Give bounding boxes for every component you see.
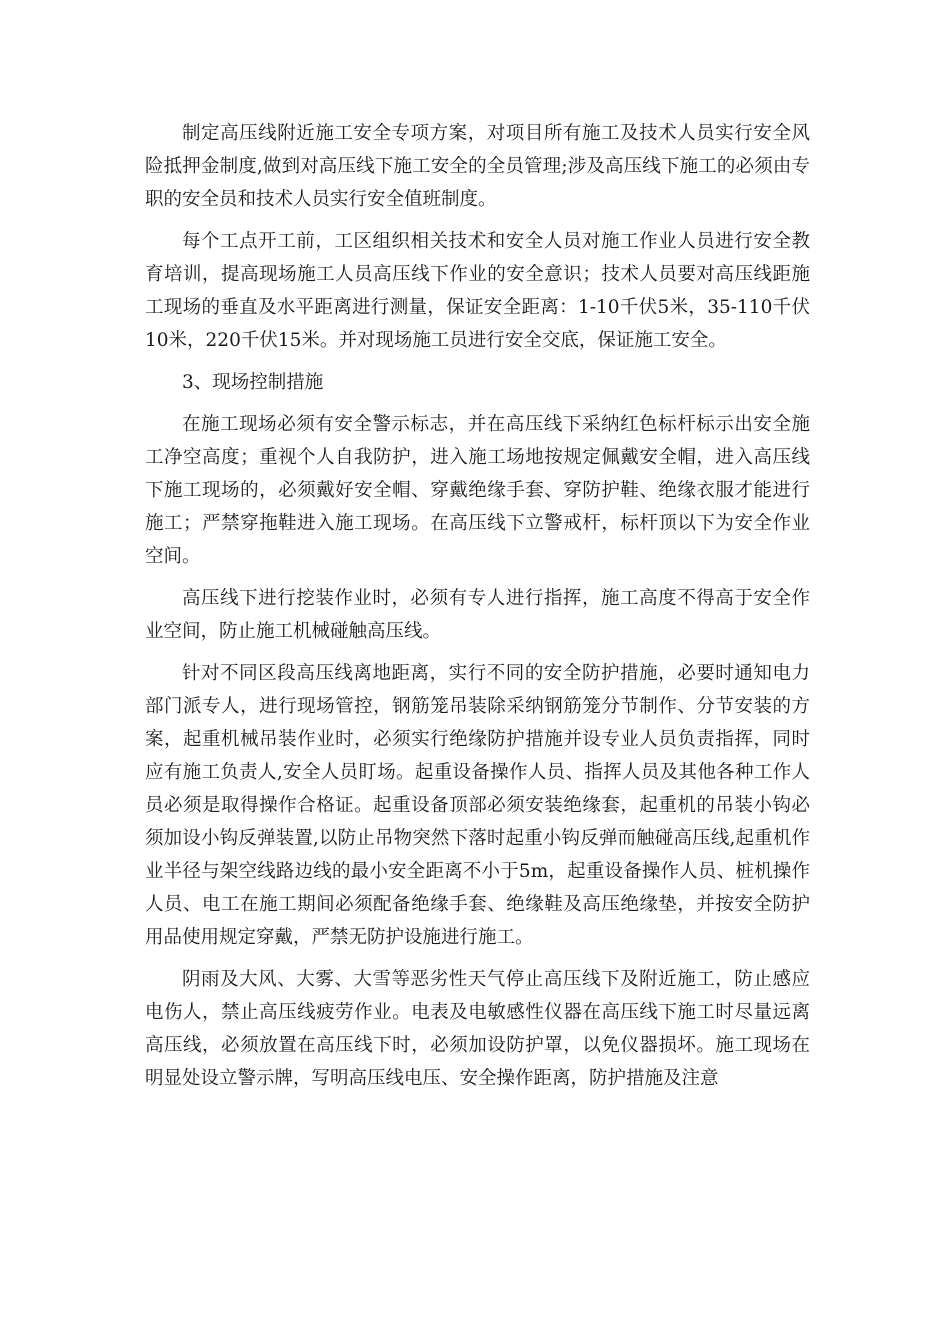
paragraph-training: 每个工点开工前，工区组织相关技术和安全人员对施工作业人员进行安全教育培训，提高现场施工人员高压线下作业的安全意识；技术人员要对高压线距施工现场的垂直及水平距离进行测量，保证安全距离：1-10千伏5米，35-110千伏10米，220千伏15米。并对现场施工员进行安全交底，保证施工安全。 — [145, 231, 810, 351]
document-body — [145, 117, 810, 1104]
paragraph-warning-signs: 在施工现场必须有安全警示标志，并在高压线下采纳红色标杆标示出安全施工净空高度；重视个人自我防护，进入施工场地按规定佩戴安全帽，进入高压线下施工现场的，必须戴好安全帽、穿戴绝缘手套、穿防护鞋、绝缘衣服才能进行施工；严禁穿拖鞋进入施工现场。在高压线下立警戒杆，标杆顶以下为安全作业空间。 — [145, 414, 810, 567]
paragraph-excavation: 高压线下进行挖装作业时，必须有专人进行指挥，施工高度不得高于安全作业空间，防止施工机械碰触高压线。 — [145, 588, 810, 642]
paragraph-weather: 阴雨及大风、大雾、大雪等恶劣性天气停止高压线下及附近施工，防止感应电伤人，禁止高压线疲劳作业。电表及电敏感性仪器在高压线下施工时尽量远离高压线，必须放置在高压线下时，必须加设防护罩，以免仪器损坏。施工现场在明显处设立警示牌，写明高压线电压、安全操作距离，防护措施及注意 — [145, 969, 810, 1089]
section-heading-site-control: 3、现场控制措施 — [182, 372, 324, 393]
paragraph-lifting-measures: 针对不同区段高压线离地距离，实行不同的安全防护措施，必要时通知电力部门派专人，进行现场管控，钢筋笼吊装除采纳钢筋笼分节制作、分节安装的方案，起重机械吊装作业时，必须实行绝缘防护措施并设专业人员负责指挥，同时应有施工负责人,安全人员盯场。起重设备操作人员、指挥人员及其他各种工作人员必须是取得操作合格证。起重设备顶部必须安装绝缘套，起重机的吊装小钩必须加设小钩反弹装置,以防止吊物突然下落时起重小钩反弹而触碰高压线,起重机作业半径与架空线路边线的最小安全距离不小于5m，起重设备操作人员、桩机操作人员、电工在施工期间必须配备绝缘手套、绝缘鞋及高压绝缘垫，并按安全防护用品使用规定穿戴，严禁无防护设施进行施工。 — [145, 663, 810, 948]
paragraph-safety-plan: 制定高压线附近施工安全专项方案，对项目所有施工及技术人员实行安全风险抵押金制度,做到对高压线下施工安全的全员管理;涉及高压线下施工的必须由专职的安全员和技术人员实行安全值班制度。 — [145, 123, 810, 210]
